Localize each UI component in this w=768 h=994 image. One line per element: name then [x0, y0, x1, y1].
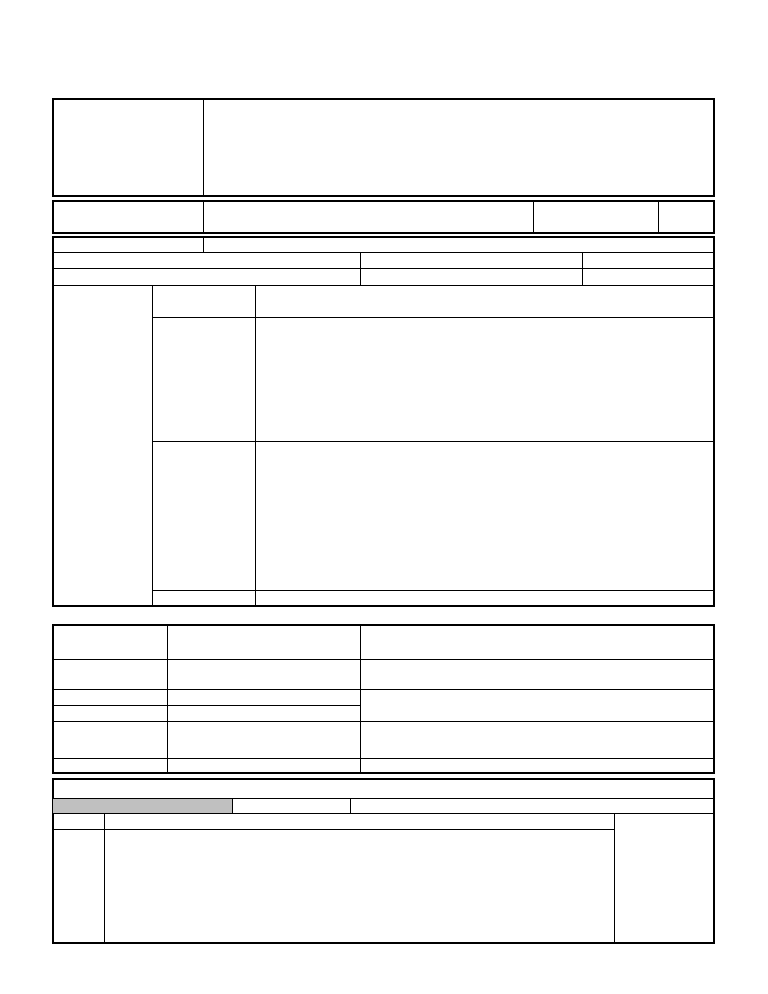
lecture-tab-fill: [53, 799, 232, 813]
program-table: [52, 624, 715, 774]
subject-name-table: [52, 200, 715, 234]
study-info-table: [52, 98, 715, 197]
